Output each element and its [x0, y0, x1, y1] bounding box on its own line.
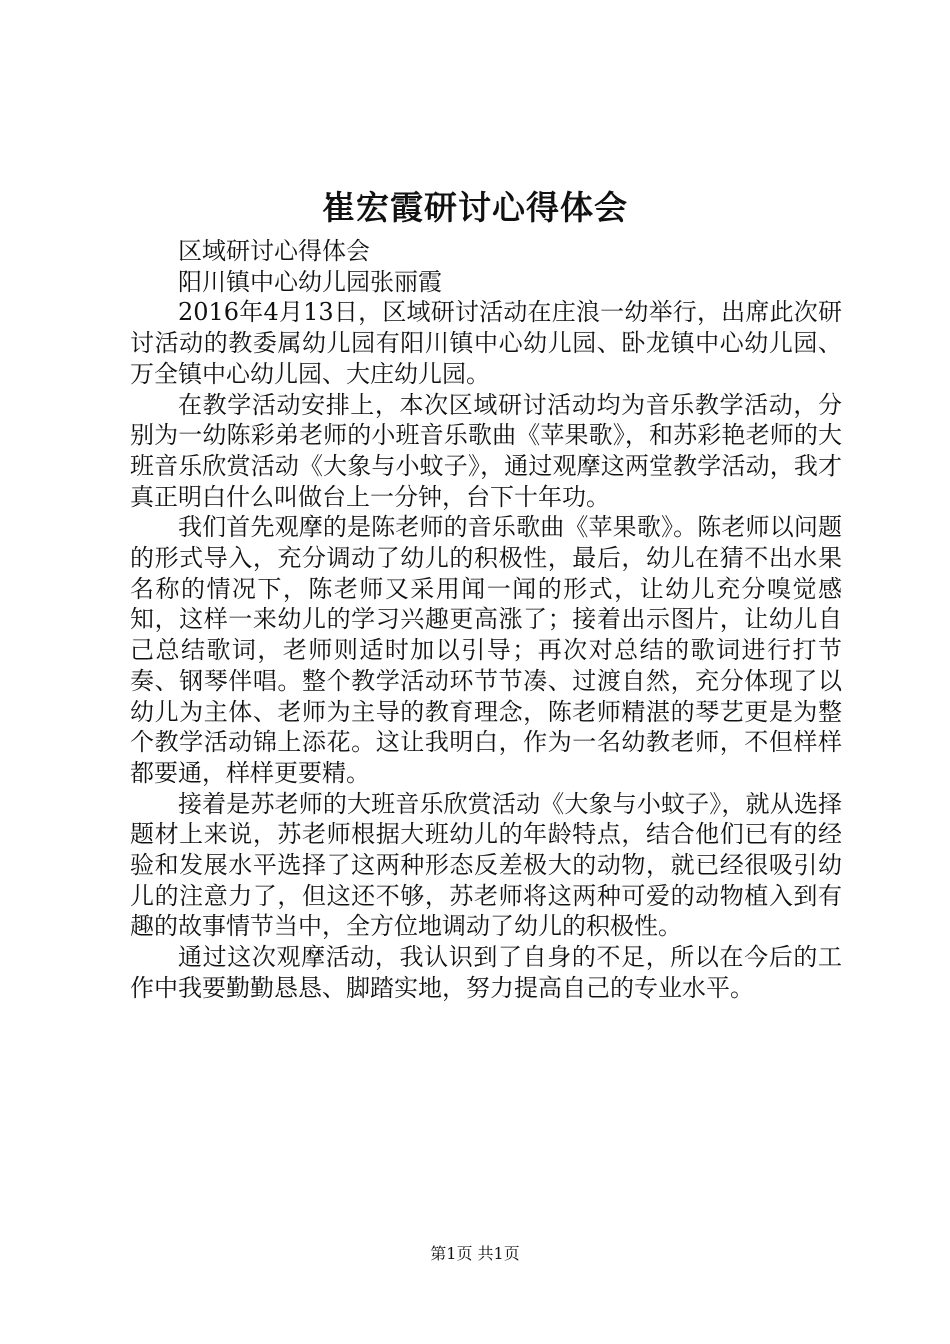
paragraph-3: 我们首先观摩的是陈老师的音乐歌曲《苹果歌》。陈老师以问题的形式导入，充分调动了幼儿的积极性，最后，幼儿在猜不出水果名称的情况下，陈老师又采用闻一闻的形式，让幼儿充分嗅觉感知，这样一来幼儿的学习兴趣更高涨了；接着出示图片，让幼儿自己总结歌词，老师则适时加以引导；再次对总结的歌词进行打节奏、钢琴伴唱。整个教学活动环节节凑、过渡自然，充分体现了以幼儿为主体、老师为主导的教育理念，陈老师精湛的琴艺更是为整个教学活动锦上添花。这让我明白，作为一名幼教老师，不但样样都要通，样样更要精。 — [130, 513, 842, 787]
paragraph-5: 通过这次观摩活动，我认识到了自身的不足，所以在今后的工作中我要勤勤恳恳、脚踏实地，努力提高自己的专业水平。 — [130, 943, 842, 1002]
document-body — [130, 236, 842, 1004]
document-title: 崔宏霞研讨心得体会 — [322, 188, 628, 227]
page-footer: 第1页 共1页 — [430, 1244, 520, 1263]
subtitle-line: 区域研讨心得体会 — [178, 237, 370, 265]
author-line: 阳川镇中心幼儿园张丽霞 — [178, 267, 442, 296]
paragraph-2: 在教学活动安排上，本次区域研讨活动均为音乐教学活动，分别为一幼陈彩弟老师的小班音乐歌曲《苹果歌》，和苏彩艳老师的大班音乐欣赏活动《大象与小蚊子》，通过观摩这两堂教学活动，我才真正明白什么叫做台上一分钟，台下十年功。 — [130, 390, 842, 511]
paragraph-4: 接着是苏老师的大班音乐欣赏活动《大象与小蚊子》，就从选择题材上来说，苏老师根据大班幼儿的年龄特点，结合他们已有的经验和发展水平选择了这两种形态反差极大的动物，就已经很吸引幼儿的注意力了，但这还不够，苏老师将这两种可爱的动物植入到有趣的故事情节当中，全方位地调动了幼儿的积极性。 — [130, 789, 842, 941]
paragraph-1: 2016年4月13日，区域研讨活动在庄浪一幼举行，出席此次研讨活动的教委属幼儿园有阳川镇中心幼儿园、卧龙镇中心幼儿园、万全镇中心幼儿园、大庄幼儿园。 — [130, 298, 842, 388]
